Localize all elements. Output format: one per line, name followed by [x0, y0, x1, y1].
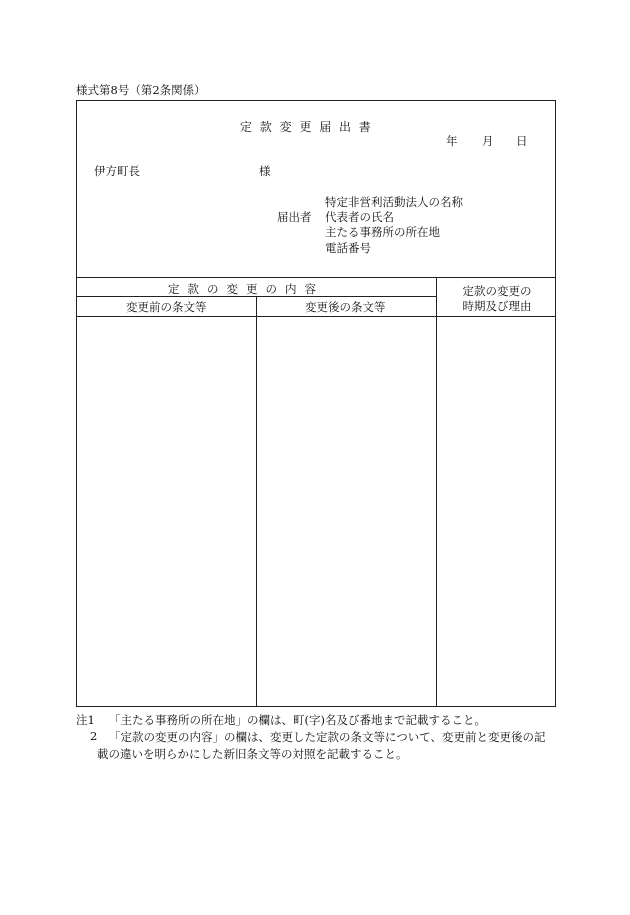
after-change-header: 変更後の条文等 — [305, 300, 386, 314]
notifier-field-representative-name: 代表者の氏名 — [325, 210, 394, 224]
header-divider — [76, 277, 556, 278]
form-number: 様式第8号（第2条関係） — [76, 83, 206, 97]
note-2-marker: 2 — [90, 729, 98, 743]
date-year-label: 年 — [446, 134, 458, 148]
before-change-header: 変更前の条文等 — [126, 300, 207, 314]
notifier-field-office-address: 主たる事務所の所在地 — [325, 225, 440, 239]
change-reason-header-line1: 定款の変更の — [462, 284, 532, 298]
change-reason-header-line2: 時期及び理由 — [462, 299, 532, 313]
date-day-label: 日 — [516, 134, 528, 148]
date-month-label: 月 — [482, 134, 494, 148]
notifier-label: 届出者 — [277, 210, 312, 224]
notifier-field-phone-number: 電話番号 — [325, 241, 371, 255]
note-2-text-line1: 「定款の変更の内容」の欄は、変更した定款の条文等について、変更前と変更後の記 — [109, 730, 546, 744]
addressee-name: 伊方町長 — [94, 164, 140, 178]
note-2-text-line2: 載の違いを明らかにした新旧条文等の対照を記載すること。 — [97, 747, 408, 761]
document-title: 定款変更届出書 — [240, 120, 379, 134]
after-change-cell[interactable] — [257, 317, 435, 706]
change-reason-cell[interactable] — [437, 317, 555, 706]
addressee-honorific: 様 — [259, 164, 271, 178]
note-1-marker: 注1 — [76, 713, 95, 727]
before-change-cell[interactable] — [77, 317, 255, 706]
amendment-content-header: 定款の変更の内容 — [168, 282, 324, 296]
note-1-text: 「主たる事務所の所在地」の欄は、町(字)名及び番地まで記載すること。 — [109, 713, 486, 727]
notifier-field-corporation-name: 特定非営利活動法人の名称 — [325, 195, 463, 209]
